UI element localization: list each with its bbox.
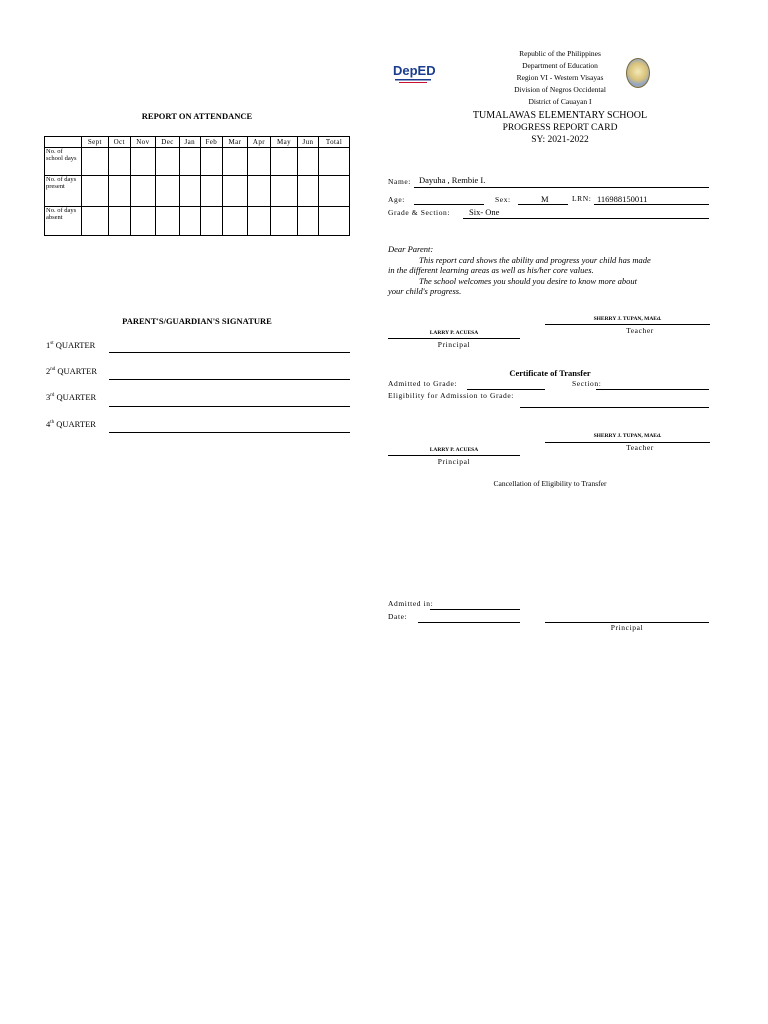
section-label: Section:: [572, 379, 602, 388]
month-header: Jan: [180, 137, 201, 148]
principal-label-2: Principal: [437, 457, 471, 466]
attendance-corner-cell: [45, 137, 82, 148]
age-label: Age:: [388, 195, 405, 204]
header-block: [440, 48, 680, 108]
month-header: Dec: [156, 137, 180, 148]
table-cell: [319, 148, 350, 176]
month-header: Sept: [82, 137, 109, 148]
table-cell: [156, 176, 180, 207]
republic-text: Republic of the Philippines: [519, 49, 601, 58]
age-line: [414, 204, 484, 205]
table-cell: [271, 207, 298, 236]
table-cell: [130, 176, 155, 207]
eligibility-line[interactable]: [520, 407, 709, 408]
admitted-grade-line[interactable]: [467, 389, 545, 390]
school-name: TUMALAWAS ELEMENTARY SCHOOL: [472, 110, 648, 121]
table-cell: [319, 176, 350, 207]
sex-label: Sex:: [495, 195, 511, 204]
quarter-3-signature-line[interactable]: [109, 406, 350, 407]
month-header: May: [271, 137, 298, 148]
table-cell: [130, 207, 155, 236]
date-line[interactable]: [418, 622, 520, 623]
table-cell: [297, 176, 318, 207]
quarter-4-signature-line[interactable]: [109, 432, 350, 433]
table-cell: [297, 148, 318, 176]
letter-salutation: Dear Parent:: [388, 244, 434, 254]
name-line: [414, 187, 709, 188]
principal-name: LARRY P. ACUESA: [429, 330, 479, 336]
teacher-signature-line: [545, 324, 710, 325]
admitted-grade-label: Admitted to Grade:: [388, 379, 458, 388]
table-cell: [180, 176, 201, 207]
table-row: [45, 176, 350, 207]
row-label-school-days: No. of school days: [45, 148, 82, 176]
letter-line: your child's progress.: [388, 286, 462, 296]
teacher-name: SHERRY J. TUPAN, MAEd.: [593, 316, 662, 322]
table-cell: [180, 148, 201, 176]
table-cell: [156, 207, 180, 236]
quarter-suffix: rd: [50, 393, 55, 399]
quarter-suffix: st: [50, 341, 54, 347]
attendance-table: [44, 136, 350, 236]
student-lrn: 116988150011: [597, 194, 648, 204]
table-cell: [82, 176, 109, 207]
quarter-text: QUARTER: [54, 419, 96, 429]
lrn-label: LRN:: [572, 194, 592, 203]
lrn-line: [594, 204, 709, 205]
quarter-2-label: [46, 366, 97, 376]
table-cell: [247, 148, 270, 176]
region-text: Region VI - Western Visayas: [516, 73, 604, 82]
table-cell: [247, 207, 270, 236]
quarter-number: 3: [46, 392, 51, 402]
quarter-number: 2: [46, 366, 51, 376]
deped-logo-text: DepED: [393, 63, 435, 78]
table-cell: [247, 176, 270, 207]
grade-section-label: Grade & Section:: [388, 208, 451, 217]
card-title: PROGRESS REPORT CARD: [502, 123, 618, 133]
table-cell: [319, 207, 350, 236]
teacher-label: Teacher: [626, 326, 654, 335]
grade-section-line: [463, 218, 709, 219]
name-label: Name:: [388, 177, 411, 186]
table-cell: [223, 176, 248, 207]
table-cell: [156, 148, 180, 176]
table-cell: [108, 207, 130, 236]
letter-line: in the different learning areas as well as his/her core values.: [388, 265, 594, 275]
month-header: Jun: [297, 137, 318, 148]
cancellation-title: Cancellation of Eligibility to Transfer: [493, 479, 607, 488]
table-cell: [200, 176, 223, 207]
admitted-in-line[interactable]: [430, 609, 520, 610]
eligibility-label: Eligibility for Admission to Grade:: [388, 391, 514, 400]
teacher-label-2: Teacher: [626, 443, 654, 452]
table-cell: [82, 207, 109, 236]
month-header: Oct: [108, 137, 130, 148]
quarter-text: QUARTER: [53, 340, 96, 350]
letter-line: The school welcomes you should you desire to know more about: [419, 275, 637, 286]
table-row: [45, 148, 350, 176]
quarter-number: 1: [46, 340, 51, 350]
quarter-suffix: nd: [50, 367, 56, 373]
admitted-in-label: Admitted in:: [388, 599, 434, 608]
principal-signature-line-2: [388, 455, 520, 456]
principal-signature-line: [388, 338, 520, 339]
division-text: Division of Negros Occidental: [514, 85, 606, 94]
date-label: Date:: [388, 612, 408, 621]
attendance-title: REPORT ON ATTENDANCE: [141, 111, 253, 121]
signature-title: PARENT'S/GUARDIAN'S SIGNATURE: [122, 316, 272, 326]
month-header: Nov: [130, 137, 155, 148]
table-cell: [271, 148, 298, 176]
table-cell: [108, 148, 130, 176]
table-cell: [271, 176, 298, 207]
row-label-days-present: No. of days present: [45, 176, 82, 207]
quarter-1-signature-line[interactable]: [109, 352, 350, 353]
table-cell: [297, 207, 318, 236]
letter-line: This report card shows the ability and progress your child has made: [419, 254, 651, 265]
quarter-2-signature-line[interactable]: [109, 379, 350, 380]
principal-name-2: LARRY P. ACUESA: [429, 447, 479, 453]
quarter-3-label: [46, 392, 96, 402]
month-header: Apr: [247, 137, 270, 148]
principal-label: Principal: [437, 340, 471, 349]
quarter-number: 4: [46, 419, 51, 429]
table-cell: [223, 148, 248, 176]
month-header: Mar: [223, 137, 248, 148]
sex-line: [518, 204, 568, 205]
section-line[interactable]: [596, 389, 709, 390]
quarter-text: QUARTER: [54, 392, 97, 402]
transfer-title: Certificate of Transfer: [509, 368, 591, 378]
table-cell: [130, 148, 155, 176]
table-cell: [223, 207, 248, 236]
attendance-header-row: [45, 137, 350, 148]
deped-logo: [391, 55, 435, 87]
quarter-1-label: [46, 340, 95, 350]
cancellation-principal-label: Principal: [610, 623, 644, 632]
school-year: SY: 2021-2022: [531, 135, 589, 145]
month-header: Feb: [200, 137, 223, 148]
department-text: Department of Education: [522, 61, 598, 70]
row-label-days-absent: No. of days absent: [45, 207, 82, 236]
table-cell: [108, 176, 130, 207]
teacher-name-2: SHERRY J. TUPAN, MAEd.: [593, 433, 662, 439]
letter-block: [388, 244, 651, 297]
table-cell: [200, 207, 223, 236]
student-sex: M: [541, 194, 549, 204]
total-header: Total: [319, 137, 350, 148]
quarter-text: QUARTER: [55, 366, 98, 376]
student-name: Dayuha , Rembie I.: [419, 175, 486, 185]
table-cell: [82, 148, 109, 176]
quarter-suffix: th: [50, 420, 55, 426]
table-row: [45, 207, 350, 236]
quarter-4-label: [46, 419, 96, 429]
table-cell: [180, 207, 201, 236]
table-cell: [200, 148, 223, 176]
student-grade-section: Six- One: [469, 207, 500, 217]
district-text: District of Cauayan I: [528, 97, 592, 106]
